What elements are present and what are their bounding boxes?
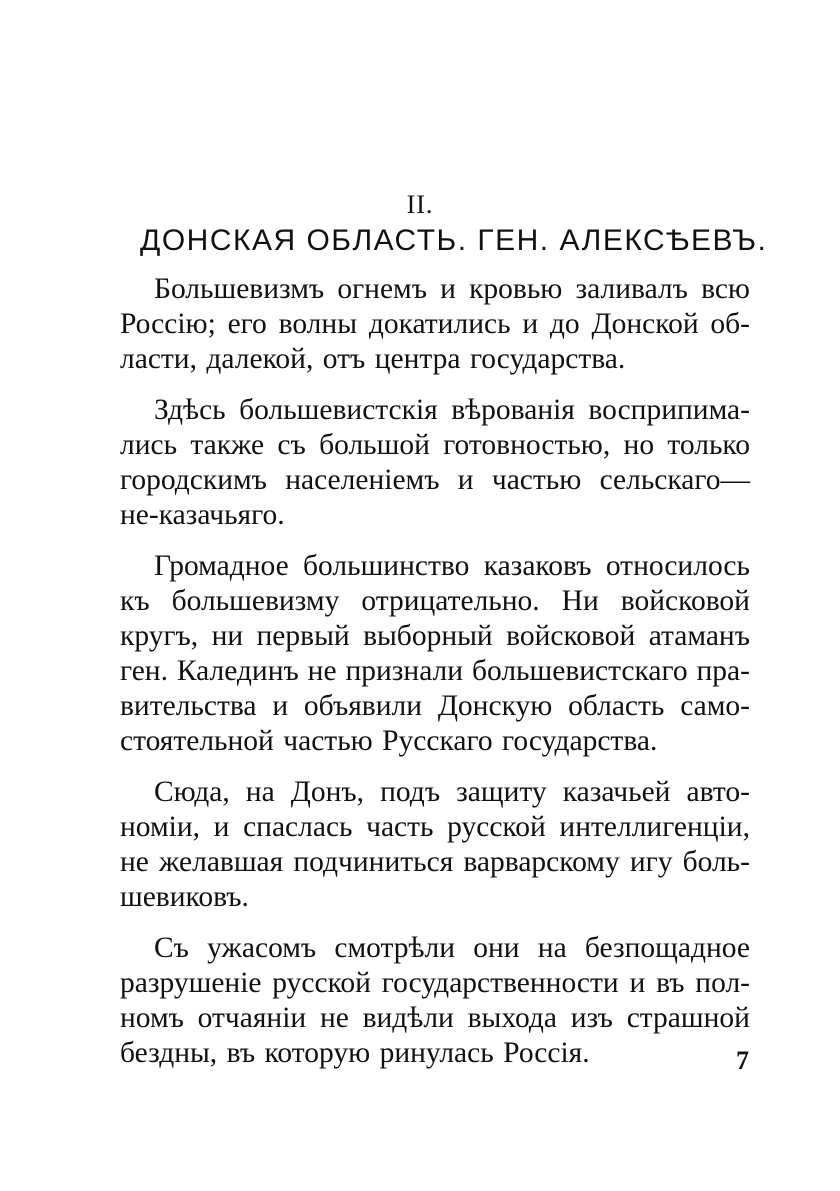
paragraph	[120, 549, 750, 759]
chapter-number: II.	[406, 190, 434, 219]
text-line: городскимъ населеніемъ и частью сельскаго—	[120, 464, 750, 496]
page-number: 7	[736, 1046, 749, 1075]
paragraph	[120, 393, 750, 533]
text-line: не желавшая подчиниться варварскому игу боль-	[120, 846, 750, 878]
text-line: къ большевизму отрицательно. Ни войсковой	[120, 585, 750, 617]
text-line: ген. Калединъ не признали большевистскаго пра-	[120, 655, 750, 687]
text-line: ласти, далекой, отъ центра государства.	[120, 343, 626, 375]
paragraph	[120, 931, 750, 1071]
text-line: кругъ, ни первый выборный войсковой атаманъ	[120, 620, 750, 652]
text-line: Сюда, на Донъ, подъ защиту казачьей авто-	[154, 776, 750, 808]
text-line: стоятельной частью Русскаго государства.	[120, 725, 658, 757]
body-text	[120, 272, 750, 1087]
text-line: Здѣсь большевистскія вѣрованія восприпима-	[154, 394, 750, 426]
text-line: шевиковъ.	[120, 881, 249, 913]
paragraph	[120, 775, 750, 915]
text-line: вительства и объявили Донскую область само-	[120, 690, 750, 722]
text-line: Громадное большинство казаковъ относилось	[154, 550, 750, 582]
text-line: бездны, въ которую ринулась Россія.	[120, 1037, 590, 1069]
text-line: лись также съ большой готовностью, но только	[120, 429, 750, 461]
paragraph	[120, 272, 750, 377]
text-line: номъ отчаяніи не видѣли выхода изъ страшной	[120, 1002, 750, 1034]
text-line: Большевизмъ огнемъ и кровью заливалъ всю	[154, 273, 750, 305]
chapter-title: ДОНСКАЯ ОБЛАСТЬ. ГЕН. АЛЕКСѢЕВЪ.	[140, 224, 768, 257]
text-line: номіи, и спаслась часть русской интеллигенціи,	[120, 811, 750, 843]
text-line: Съ ужасомъ смотрѣли они на безпощадное	[154, 932, 750, 964]
text-line: не-казачьяго.	[120, 499, 285, 531]
text-line: Россію; его волны докатились и до Донской об-	[120, 308, 750, 340]
text-line: разрушеніе русской государственности и въ пол-	[120, 967, 750, 999]
